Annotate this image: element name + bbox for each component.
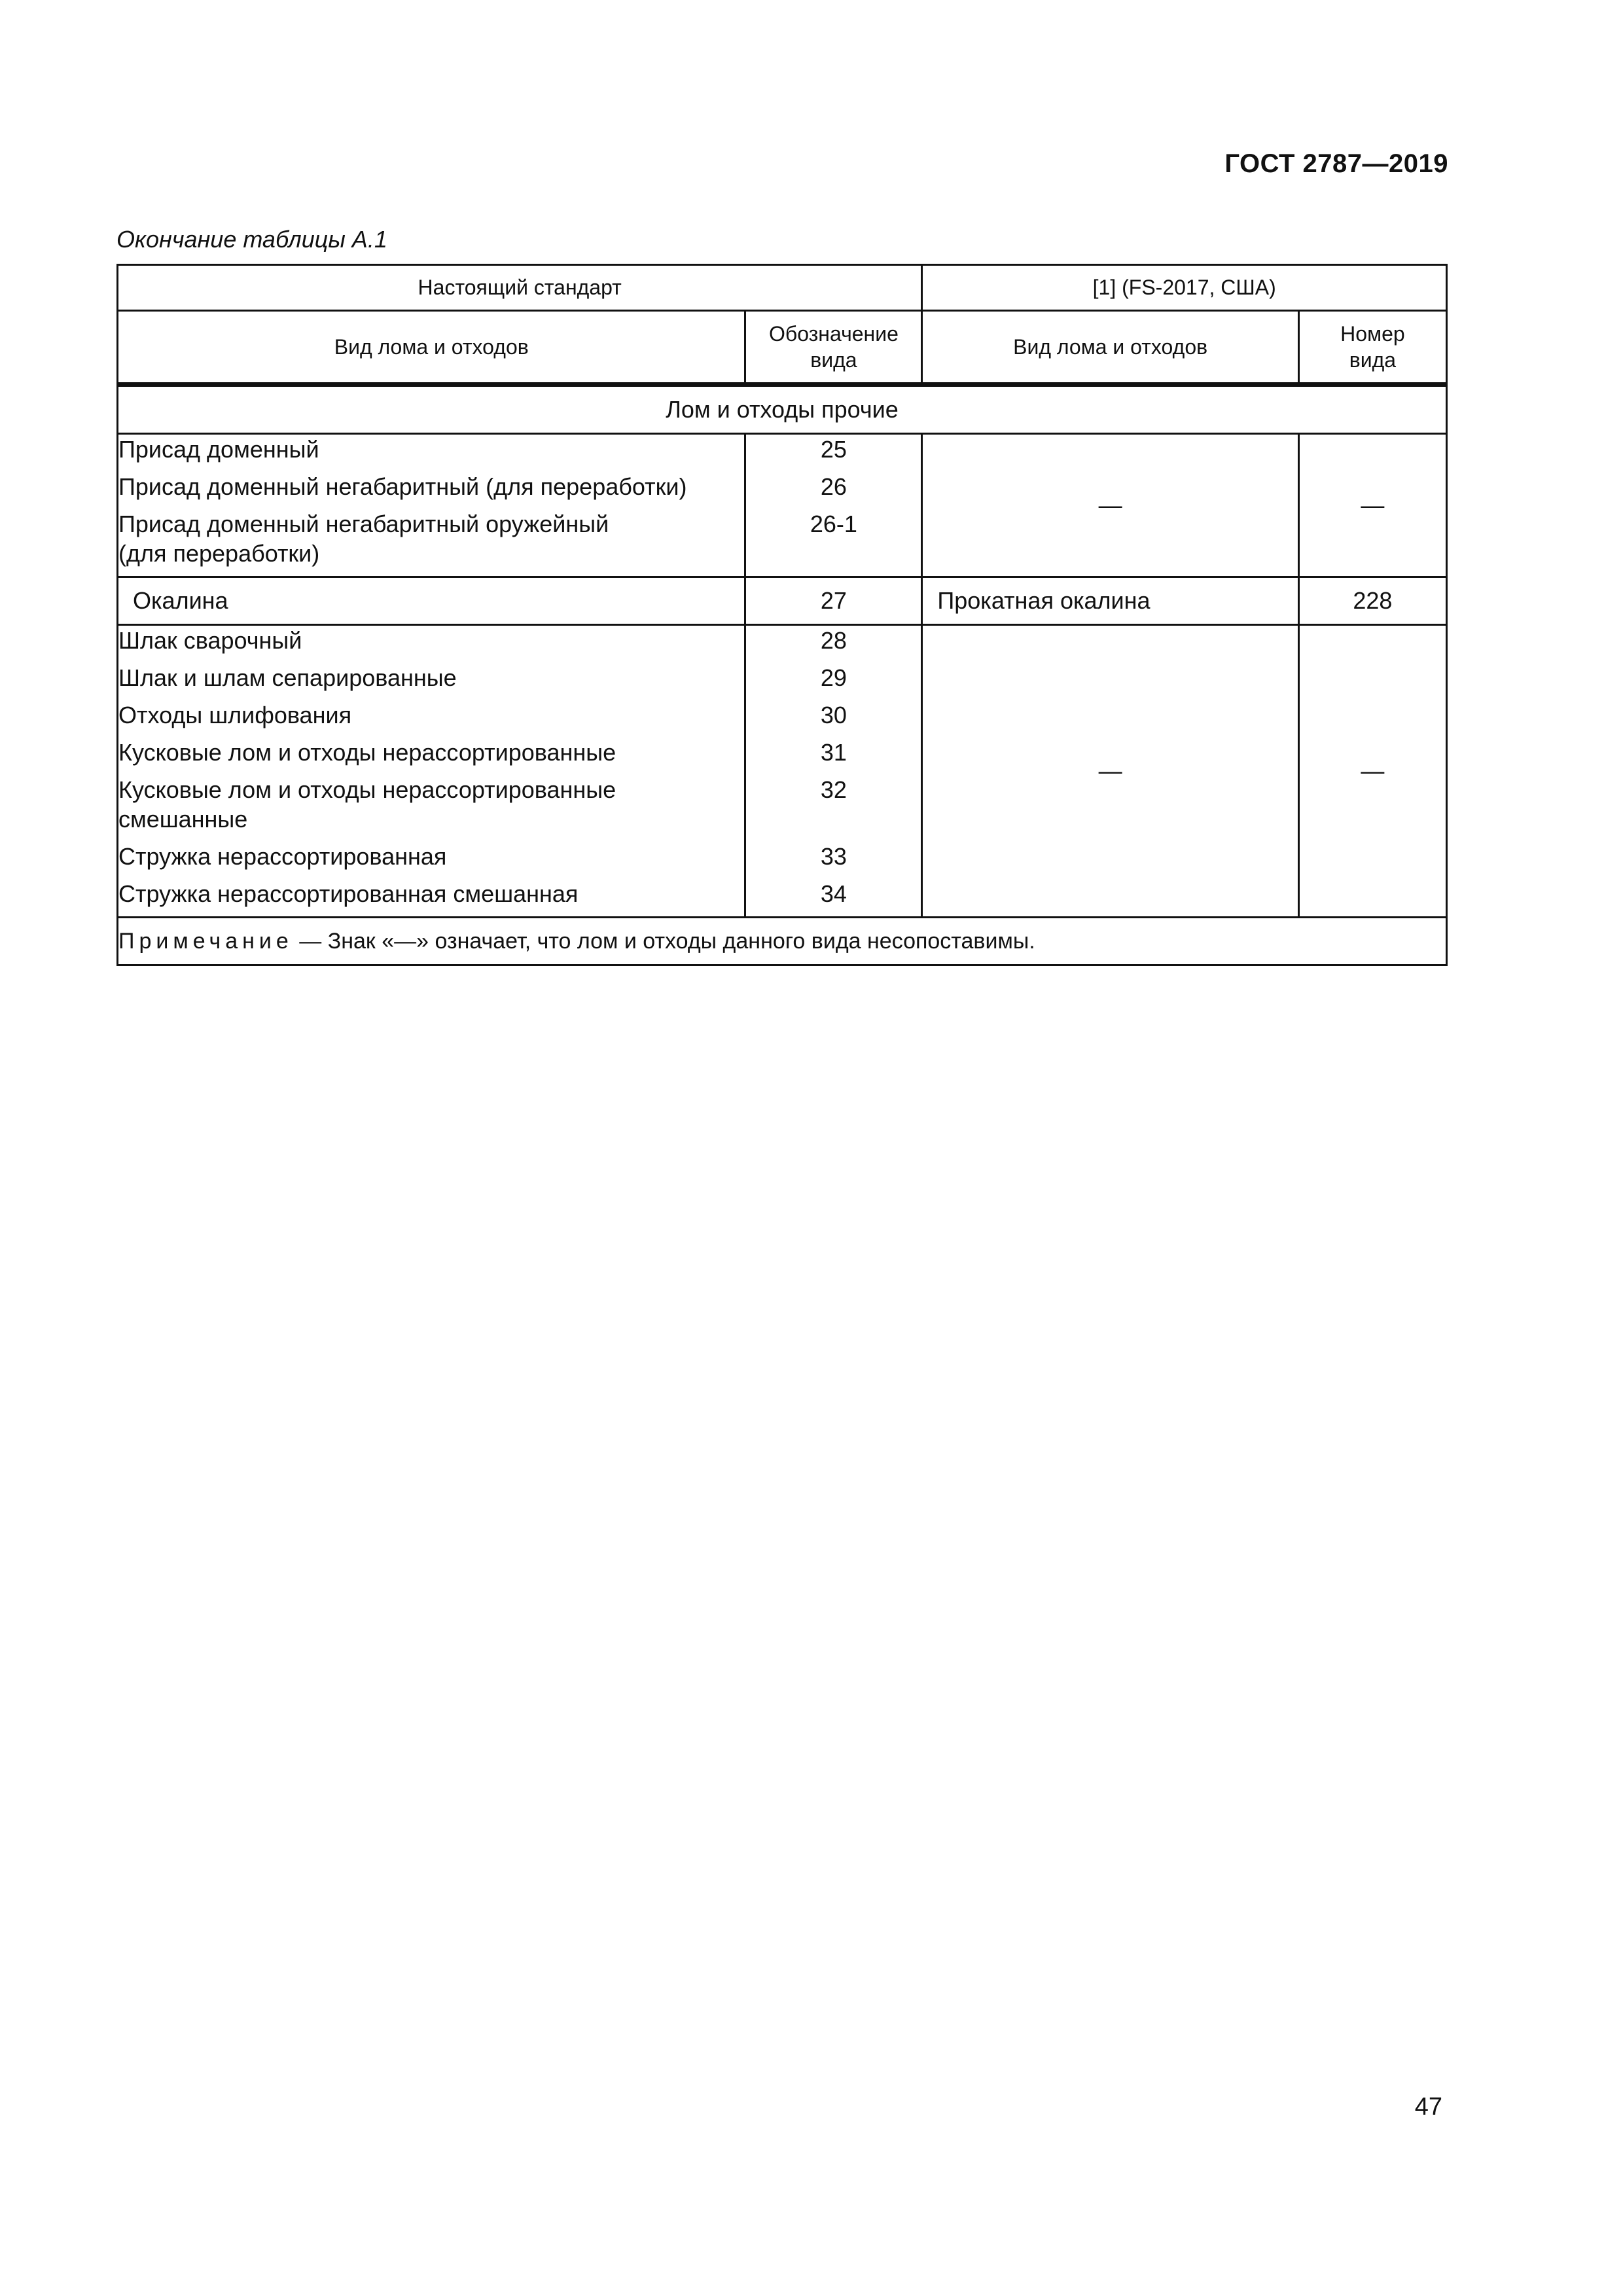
list-item-code: 31 (820, 739, 847, 766)
group1-names (118, 434, 745, 577)
list-item-code: 26-1 (810, 511, 857, 537)
group-header-reference-standard: [1] (FS-2017, США) (922, 265, 1447, 311)
list-item (118, 509, 744, 576)
column-header-ref-scrap-type: Вид лома и отходов (922, 311, 1298, 385)
column-header-row (118, 311, 1447, 385)
list-item-code: 33 (820, 843, 847, 870)
list-item-code: 30 (820, 702, 847, 728)
list-item-code: 28 (820, 627, 847, 654)
list-item: Шлак сварочный (118, 627, 302, 654)
group1-match-name: — (922, 434, 1298, 577)
table-row-group1 (118, 434, 1447, 577)
list-item-code: 34 (820, 880, 847, 907)
group2-names (118, 625, 745, 918)
scale-name: Окалина (118, 577, 745, 625)
table-note (118, 918, 1447, 965)
list-item: Стружка нерассортированная смешанная (118, 880, 579, 907)
group1-match-code: — (1298, 434, 1446, 577)
note-label: Примечание (118, 928, 293, 954)
group2-match-code: — (1298, 625, 1446, 918)
scale-match-code: 228 (1298, 577, 1446, 625)
group-header-this-standard: Настоящий стандарт (118, 265, 922, 311)
comparison-table (116, 264, 1448, 966)
list-item: Стружка нерассортированная (118, 843, 447, 870)
column-header-scrap-type: Вид лома и отходов (118, 311, 745, 385)
list-item-line1: Кусковые лом и отходы нерассортированные (118, 776, 616, 803)
column-header-type-number (1298, 311, 1446, 385)
column-header-type-number-line2: вида (1349, 348, 1397, 372)
table-row-scale (118, 577, 1447, 625)
section-row (118, 385, 1447, 434)
page-number: 47 (1414, 2093, 1442, 2121)
list-item-code: 32 (820, 776, 847, 803)
list-item: Присад доменный (118, 436, 319, 463)
list-item-code: 26 (820, 473, 847, 500)
list-item-line2: (для переработки) (118, 540, 320, 567)
list-item-line1: Присад доменный негабаритный оружейный (118, 511, 609, 537)
note-row (118, 918, 1447, 965)
list-item: Отходы шлифования (118, 702, 352, 728)
list-item-line2: смешанные (118, 806, 248, 833)
table-row-group2 (118, 625, 1447, 918)
document-code: ГОСТ 2787—2019 (1224, 149, 1448, 178)
list-item (118, 775, 744, 842)
section-title: Лом и отходы прочие (118, 385, 1447, 434)
column-header-designation-line2: вида (810, 348, 857, 372)
scale-match-name: Прокатная окалина (922, 577, 1298, 625)
group1-codes (745, 434, 922, 577)
column-header-designation-line1: Обозначение (768, 322, 899, 346)
group2-match-name: — (922, 625, 1298, 918)
list-item-code: 29 (820, 664, 847, 691)
group-header-row (118, 265, 1447, 311)
list-item-code: 25 (820, 436, 847, 463)
list-item: Шлак и шлам сепарированные (118, 664, 457, 691)
group2-codes (745, 625, 922, 918)
table-caption: Окончание таблицы А.1 (116, 226, 387, 253)
column-header-type-number-line1: Номер (1340, 322, 1405, 346)
column-header-designation (745, 311, 922, 385)
scale-code: 27 (745, 577, 922, 625)
list-item: Кусковые лом и отходы нерассортированные (118, 739, 616, 766)
note-text: — Знак «—» означает, что лом и отходы данного вида несопоставимы. (293, 928, 1035, 954)
list-item: Присад доменный негабаритный (для переработки) (118, 473, 687, 500)
